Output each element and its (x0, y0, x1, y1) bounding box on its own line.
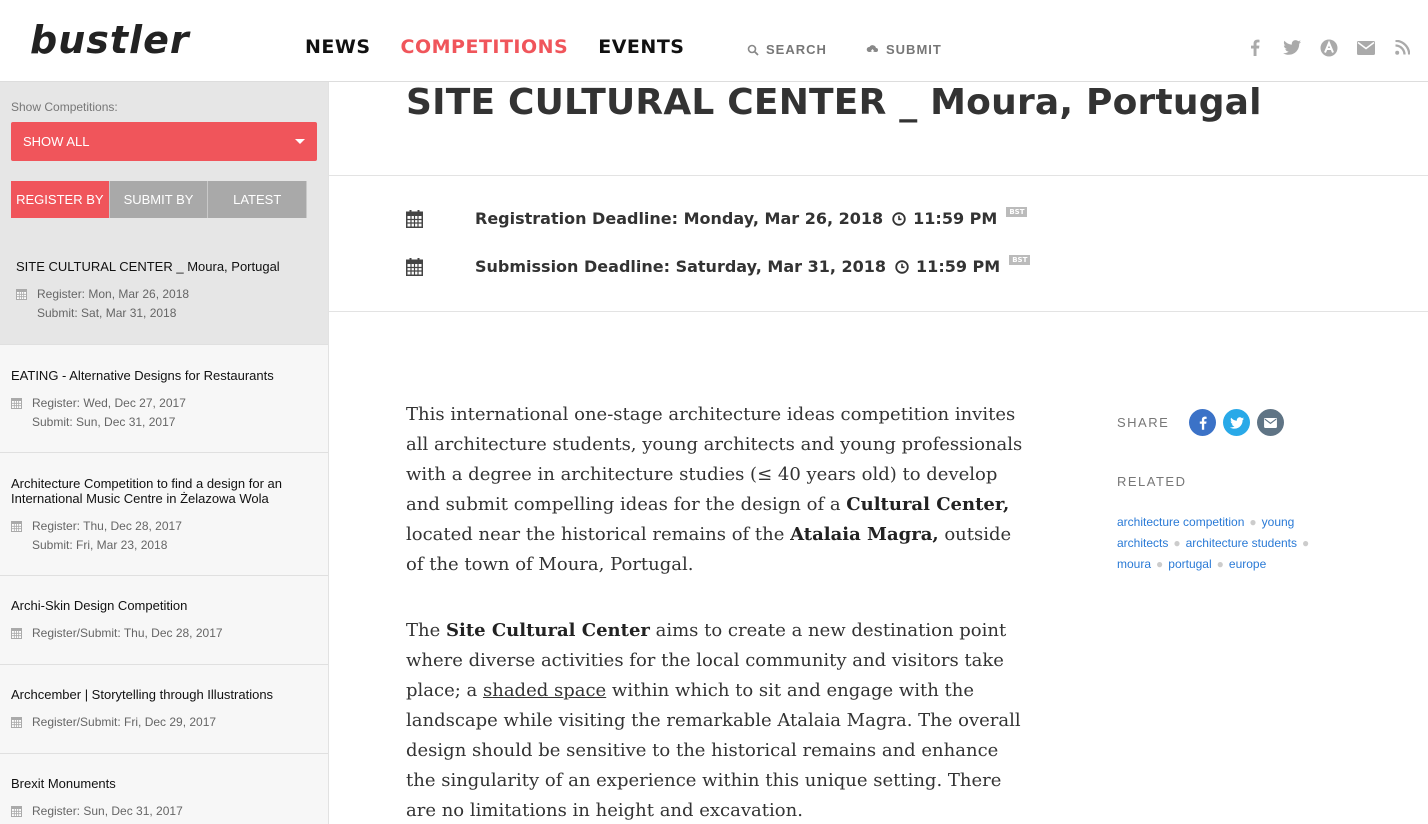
text-run: outside of the town of Moura, Portugal. (406, 524, 1012, 575)
submit-date: Submit: Fri, Mar 23, 2018 (32, 538, 168, 552)
nav-news[interactable]: NEWS (305, 36, 371, 58)
text-run: within which to sit and engage with the landscape while visiting the remarkable Atalaia Magra. The overall design should be sensitive to the historical remains and enhance the singularity of an experience within this unique setting. There are no limitations in height and excavation. (406, 680, 1021, 821)
tag-link[interactable]: architecture students (1185, 536, 1298, 550)
text-run: aims to create a new destination point where diverse activities for the local community and visitors take place; a (406, 620, 1007, 701)
text-run: located near the historical remains of the (406, 524, 791, 545)
facebook-share-icon[interactable] (1189, 409, 1216, 436)
competition-item[interactable] (0, 453, 328, 576)
competitions-sidebar (0, 82, 329, 824)
bold-text: Cultural Center, (846, 494, 1010, 515)
clock-icon (895, 260, 909, 274)
register-submit-date: Register/Submit: Fri, Dec 29, 2017 (32, 715, 217, 729)
competition-dates (11, 517, 317, 555)
submission-time: 11:59 PM (916, 257, 1001, 276)
registration-label: Registration Deadline: (475, 209, 679, 228)
competition-item[interactable] (0, 345, 328, 453)
description-paragraph (406, 400, 1026, 580)
register-date: Register: Wed, Dec 27, 2017 (32, 396, 186, 410)
submit-button[interactable] (866, 42, 942, 57)
divider (329, 175, 1428, 176)
bold-text: Site Cultural Center (445, 620, 650, 641)
tag-link[interactable]: portugal (1168, 557, 1212, 571)
divider (329, 311, 1428, 312)
calendar-icon (11, 716, 22, 728)
competition-dates (11, 802, 317, 821)
competition-item[interactable] (0, 754, 328, 824)
archinect-icon[interactable] (1319, 38, 1338, 57)
calendar-icon (11, 627, 22, 639)
competition-title: Brexit Monuments (11, 776, 116, 791)
caret-down-icon (295, 139, 305, 144)
bold-text: Atalaia Magra, (790, 524, 939, 545)
filter-panel (0, 82, 328, 237)
nav-competitions[interactable]: COMPETITIONS (400, 36, 569, 58)
competition-title: Archi-Skin Design Competition (11, 598, 188, 613)
rss-icon[interactable] (1393, 38, 1412, 57)
registration-deadline (406, 209, 1027, 228)
site-header (0, 0, 1428, 82)
tab-latest[interactable]: LATEST (208, 181, 307, 218)
register-submit-date: Register/Submit: Thu, Dec 28, 2017 (32, 626, 223, 640)
submit-date: Submit: Sat, Mar 31, 2018 (37, 306, 177, 320)
submission-date: Saturday, Mar 31, 2018 (675, 257, 887, 276)
tag-link[interactable]: moura (1117, 557, 1152, 571)
timezone-badge: BST (1006, 207, 1027, 217)
text-run: This international one-stage architecture ideas competition invites all architecture students, young architects and young professionals with a degree in architecture studies (≤ 40 years old) to develop and submit compelling ideas for the design of a (406, 404, 1023, 515)
calendar-icon (16, 288, 27, 300)
separator-dot: ● (1302, 536, 1310, 550)
calendar-icon (406, 258, 423, 276)
clock-icon (892, 212, 906, 226)
register-date: Register: Thu, Dec 28, 2017 (32, 519, 182, 533)
tag-link[interactable]: architecture competition (1117, 515, 1245, 529)
calendar-icon (11, 397, 22, 409)
nav-events[interactable]: EVENTS (598, 36, 685, 58)
search-button[interactable] (747, 42, 827, 57)
competition-item[interactable] (0, 576, 328, 665)
mail-icon[interactable] (1356, 38, 1375, 57)
tag-link[interactable]: europe (1228, 557, 1267, 571)
dropdown-value: SHOW ALL (23, 134, 90, 149)
calendar-icon (11, 520, 22, 532)
twitter-share-icon[interactable] (1223, 409, 1250, 436)
competition-dates (11, 713, 317, 732)
related-label: RELATED (1117, 474, 1187, 489)
competition-item[interactable] (0, 665, 328, 754)
tag-link[interactable]: young architects (1117, 515, 1295, 550)
competition-description (406, 400, 1026, 824)
timezone-badge: BST (1009, 255, 1030, 265)
description-paragraph (406, 616, 1026, 824)
search-label: SEARCH (766, 42, 827, 57)
separator-dot: ● (1249, 515, 1257, 529)
tab-register-by[interactable]: REGISTER BY (11, 181, 110, 218)
mail-share-icon[interactable] (1257, 409, 1284, 436)
separator-dot: ● (1216, 557, 1224, 571)
calendar-icon (11, 805, 22, 817)
separator-dot: ● (1156, 557, 1164, 571)
share-label: SHARE (1117, 415, 1170, 430)
show-competitions-label: Show Competitions: (11, 100, 118, 114)
registration-date: Monday, Mar 26, 2018 (683, 209, 884, 228)
tab-submit-by[interactable]: SUBMIT BY (110, 181, 209, 218)
competition-dates (16, 285, 317, 323)
submission-label: Submission Deadline: (475, 257, 670, 276)
register-date: Register: Sun, Dec 31, 2017 (32, 804, 183, 818)
competition-title: EATING - Alternative Designs for Restaurants (11, 368, 274, 383)
upload-cloud-icon (866, 44, 879, 56)
separator-dot: ● (1173, 536, 1181, 550)
submit-date: Submit: Sun, Dec 31, 2017 (32, 415, 176, 429)
submit-label: SUBMIT (886, 42, 942, 57)
facebook-icon[interactable] (1245, 38, 1264, 57)
share-bar (1117, 409, 1291, 436)
underlined-link[interactable]: shaded space (482, 680, 607, 701)
calendar-icon (406, 210, 423, 228)
competition-dates (11, 394, 317, 432)
main-nav (305, 36, 684, 58)
competition-dates (11, 624, 317, 643)
register-date: Register: Mon, Mar 26, 2018 (37, 287, 190, 301)
submission-deadline (406, 257, 1030, 276)
search-icon (747, 44, 759, 56)
twitter-icon[interactable] (1282, 38, 1301, 57)
competition-title: Architecture Competition to find a design for an International Music Centre in Żelazowa Wola (11, 476, 282, 506)
page-title: SITE CULTURAL CENTER _ Moura, Portugal (406, 82, 1262, 123)
registration-time: 11:59 PM (913, 209, 998, 228)
competition-title: Archcember | Storytelling through Illustrations (11, 687, 274, 702)
competition-title: SITE CULTURAL CENTER _ Moura, Portugal (16, 259, 280, 274)
sort-tabs (11, 181, 307, 218)
related-tags (1117, 512, 1317, 575)
logo[interactable]: bustler (30, 18, 190, 62)
competition-detail (329, 82, 1428, 824)
competition-filter-dropdown[interactable] (11, 122, 317, 161)
text-run: The (406, 620, 446, 641)
competition-item[interactable] (0, 237, 328, 345)
social-links (1245, 38, 1412, 57)
